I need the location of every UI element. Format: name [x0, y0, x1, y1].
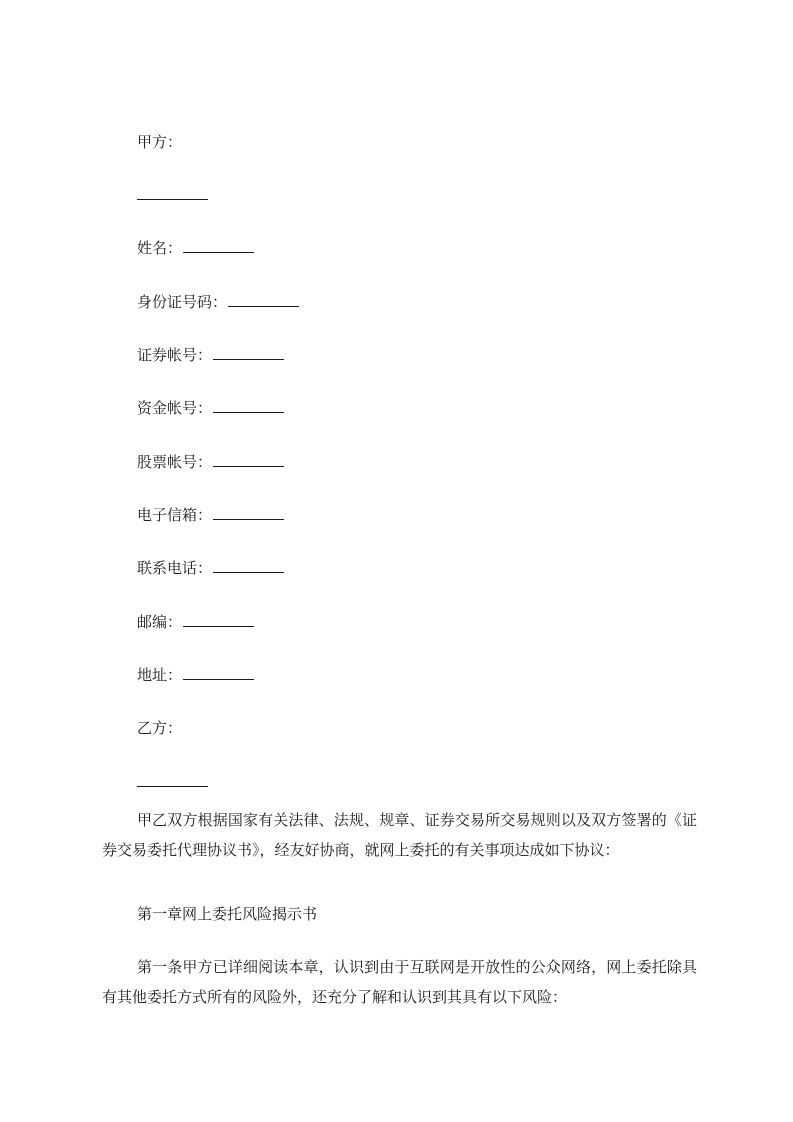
field-name [137, 237, 254, 259]
fill-blank[interactable] [213, 504, 284, 520]
field-postcode [137, 611, 254, 633]
fill-blank[interactable] [183, 611, 254, 627]
field-label: 股票帐号： [137, 453, 213, 471]
field-label: 联系电话： [137, 559, 213, 577]
fill-blank[interactable] [137, 184, 208, 200]
field-id-number [137, 291, 299, 313]
chapter-title: 第一章网上委托风险揭示书 [137, 905, 318, 923]
field-label: 邮编： [137, 613, 183, 631]
fill-blank[interactable] [213, 557, 284, 573]
fill-blank[interactable] [228, 291, 299, 307]
party-b-heading: 乙方： [137, 719, 183, 737]
party-a-name-blank[interactable] [137, 184, 208, 206]
fill-blank[interactable] [183, 664, 254, 680]
fill-blank[interactable] [213, 344, 284, 360]
fill-blank[interactable] [183, 237, 254, 253]
field-label: 证券帐号： [137, 346, 213, 364]
field-securities-account [137, 344, 284, 366]
article-1-paragraph: 第一条甲方已详细阅读本章，认识到由于互联网是开放性的公众网络，网上委托除具有其他委托方式所有的风险外，还充分了解和认识到其具有以下风险： [102, 958, 697, 1006]
field-label: 电子信箱： [137, 506, 213, 524]
field-phone [137, 557, 284, 579]
field-label: 资金帐号： [137, 399, 213, 417]
intro-paragraph: 甲乙双方根据国家有关法律、法规、规章、证券交易所交易规则以及双方签署的《证券交易委托代理协议书》，经友好协商，就网上委托的有关事项达成如下协议： [102, 811, 697, 859]
party-a-heading: 甲方： [137, 133, 183, 151]
party-b-name-blank[interactable] [137, 771, 208, 793]
field-fund-account [137, 397, 284, 419]
fill-blank[interactable] [213, 397, 284, 413]
field-label: 姓名： [137, 239, 183, 257]
field-email [137, 504, 284, 526]
field-stock-account [137, 451, 284, 473]
fill-blank[interactable] [213, 451, 284, 467]
field-address [137, 664, 254, 686]
field-label: 地址： [137, 666, 183, 684]
field-label: 身份证号码： [137, 293, 228, 311]
fill-blank[interactable] [137, 771, 208, 787]
